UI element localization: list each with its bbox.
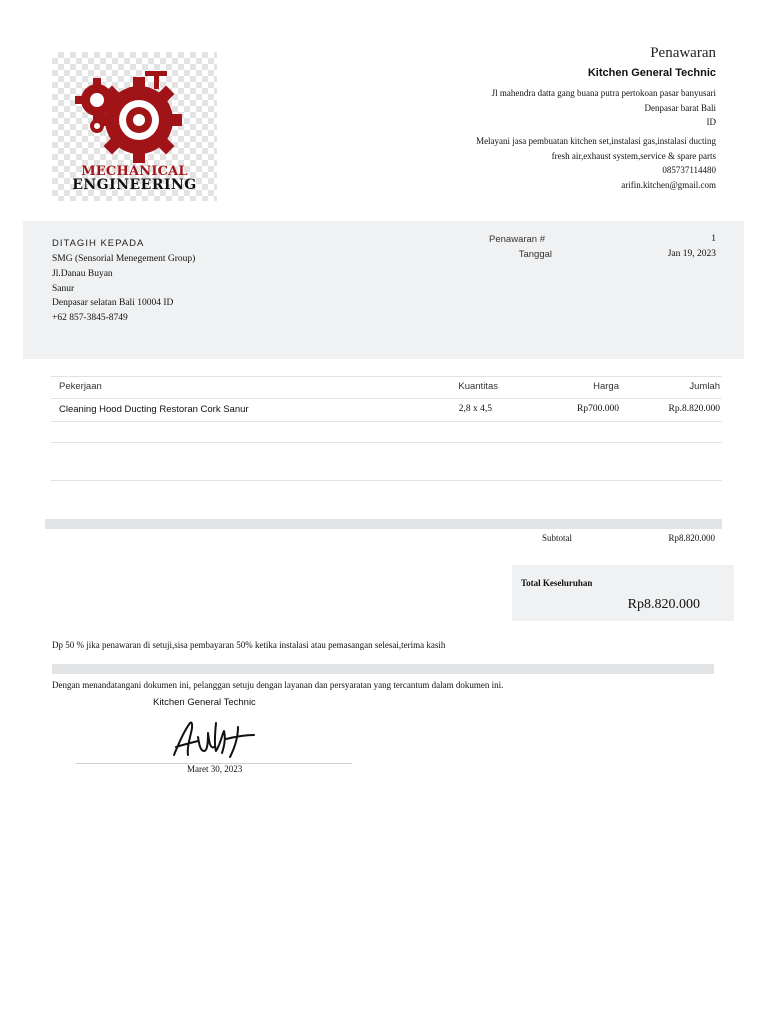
grand-total-box — [512, 565, 734, 621]
company-address-line: Jl mahendra datta gang buana putra pertokoan pasar banyusari — [491, 88, 716, 98]
company-email: arifin.kitchen@gmail.com — [621, 179, 716, 190]
signature-date: Maret 30, 2023 — [187, 764, 243, 774]
row-quantity: 2,8 x 4,5 — [458, 404, 492, 414]
column-header-job: Pekerjaan — [59, 381, 102, 392]
bill-to-address-line: Sanur — [52, 283, 75, 294]
note-divider-bar — [52, 664, 714, 674]
company-logo — [52, 52, 217, 201]
signature-image — [168, 717, 260, 761]
payment-note: Dp 50 % jika penawaran di setuji,sisa pembayaran 50% ketika instalasi atau pemasangan selesai,terima kasih — [52, 640, 446, 650]
company-address-line: Denpasar barat Bali — [644, 102, 716, 113]
row-price: Rp700.000 — [577, 404, 619, 414]
document-title: Penawaran — [650, 45, 716, 61]
logo-text-line2: ENGINEERING — [72, 177, 197, 193]
bill-to-address-line: Jl.Danau Buyan — [52, 269, 113, 279]
column-header-amount: Jumlah — [689, 381, 720, 392]
bill-to-label: DITAGIH KEPADA — [52, 238, 145, 249]
grand-total-label: Total Keseluruhan — [521, 578, 593, 588]
column-header-quantity: Kuantitas — [458, 381, 498, 392]
row-amount: Rp.8.820.000 — [668, 404, 720, 414]
quote-number-label: Penawaran # — [489, 234, 545, 245]
table-row-rule — [51, 442, 722, 443]
agreement-text: Dengan menandatangani dokumen ini, pelanggan setuju dengan layanan dan persyaratan yang tercantum dalam dokumen ini. — [52, 680, 504, 690]
table-row-rule — [51, 421, 722, 422]
row-job: Cleaning Hood Ducting Restoran Cork Sanur — [59, 404, 249, 415]
quote-number: 1 — [711, 234, 716, 244]
quote-date: Jan 19, 2023 — [667, 249, 716, 259]
signature-company: Kitchen General Technic — [153, 697, 256, 708]
grand-total-value: Rp8.820.000 — [627, 597, 700, 612]
table-row-rule — [51, 480, 722, 481]
company-name: Kitchen General Technic — [587, 67, 716, 79]
column-header-price: Harga — [593, 381, 619, 392]
table-footer-bar — [45, 519, 722, 529]
company-address-line: ID — [706, 117, 716, 127]
table-top-rule — [51, 376, 722, 377]
subtotal-value: Rp8.820.000 — [668, 533, 715, 543]
company-services-line: Melayani jasa pembuatan kitchen set,instalasi gas,instalasi ducting — [476, 136, 716, 146]
logo-text-line1: MECHANICAL — [81, 164, 188, 179]
bill-to-phone: +62 857-3845-8749 — [52, 312, 128, 323]
bill-to-address-line: Denpasar selatan Bali 10004 ID — [52, 298, 174, 308]
company-phone: 085737114480 — [662, 165, 716, 175]
company-services-line: fresh air,exhaust system,service & spare parts — [551, 150, 716, 161]
subtotal-label: Subtotal — [542, 533, 573, 543]
date-label: Tanggal — [518, 249, 552, 260]
bill-to-name: SMG (Sensorial Menegement Group) — [52, 254, 196, 264]
table-header-rule — [51, 398, 722, 399]
